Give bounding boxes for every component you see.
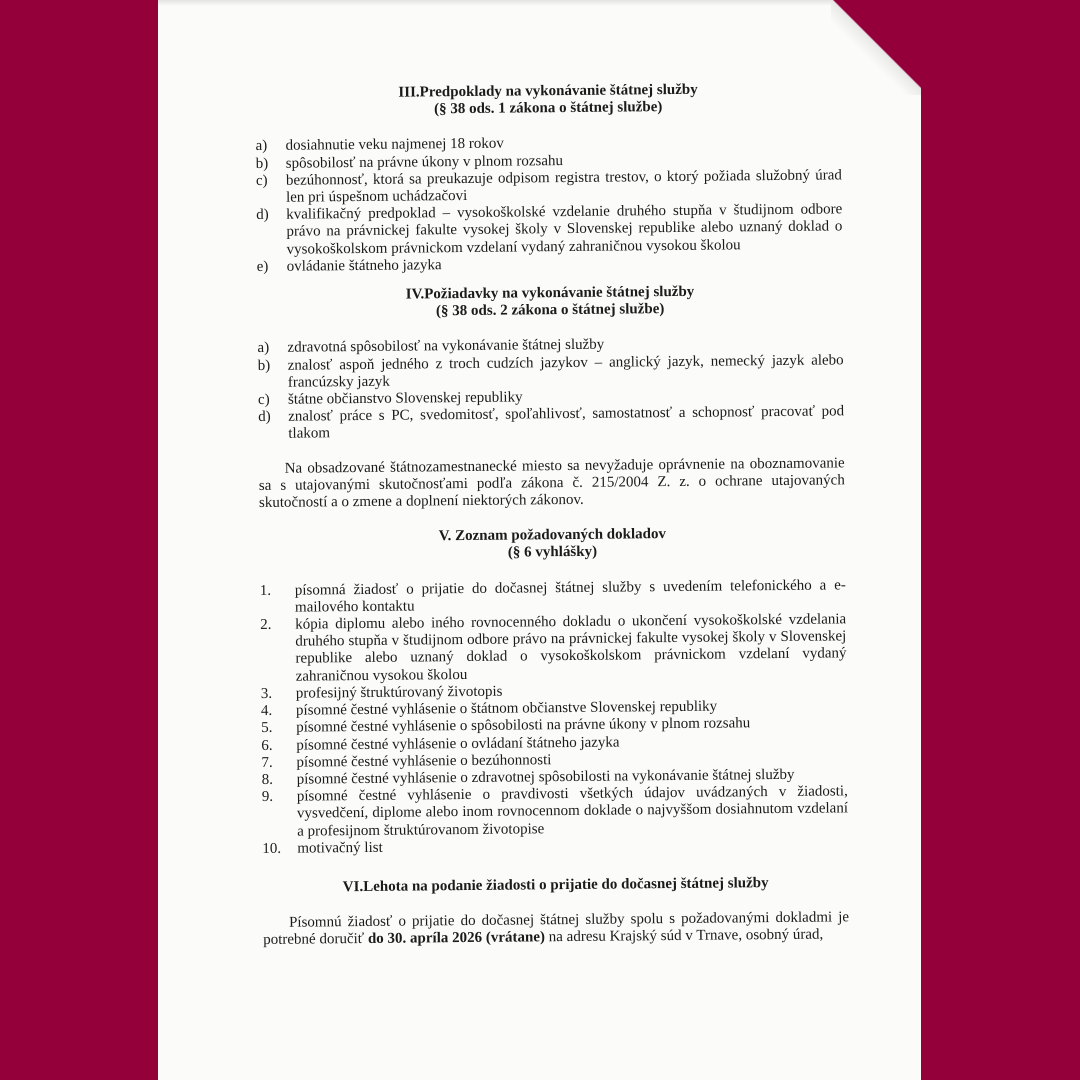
- section-5-subtitle: (§ 6 vyhlášky): [507, 544, 598, 562]
- list-marker: d): [256, 207, 269, 224]
- section-4-subtitle: (§ 38 ods. 2 zákona o štátnej službe): [435, 301, 665, 320]
- list-marker: c): [255, 172, 268, 189]
- list-item-text: zdravotná spôsobilosť na vykonávanie štátnej služby: [287, 337, 605, 357]
- list-item-text: písomné čestné vyhlásenie o zdravotnej spôsobilosti na vykonávanie štátnej služby: [296, 766, 795, 788]
- list-marker: 9.: [261, 788, 274, 806]
- list-item-text: motivačný list: [297, 839, 383, 857]
- list-marker: c): [257, 391, 270, 409]
- list-item-text: znalosť aspoň jedného z troch cudzích jazykov – anglický jazyk, nemecký jazyk alebo francúzsky jazyk: [287, 352, 844, 391]
- list-marker: 1.: [259, 582, 272, 599]
- list-item: [256, 202, 842, 259]
- list-marker: b): [257, 357, 271, 374]
- deadline-paragraph: [263, 909, 849, 949]
- list-item-text: profesijný štruktúrovaný životopis: [295, 683, 503, 702]
- list-item-text: spôsobilosť na právne úkony v plnom rozsahu: [285, 152, 564, 172]
- section-3-subtitle: (§ 38 ods. 1 zákona o štátnej službe): [433, 99, 663, 118]
- list-item: [260, 611, 847, 685]
- list-item-text: písomné čestné vyhlásenie o ovládaní štátneho jazyka: [296, 734, 620, 754]
- list-item-text: písomná žiadosť o prijatie do dočasnej štátnej služby s uvedením telefonického a e-mailového kontaktu: [294, 577, 846, 616]
- deadline-text-start: Písomnú žiadosť o prijatie do dočasnej štátnej služby spolu s požadovanými dokladmi je potrebné doručiť: [263, 909, 850, 949]
- list-item-text: štátne občianstvo Slovenskej republiky: [287, 389, 523, 408]
- classified-info-note: Na obsadzované štátnozamestnanecké miesto sa nevyžaduje oprávnenie na oboznamovanie sa s utajovanými skutočnosťami podľa zákona č. 215/2004 Z. z. o ochrane utajovaných skutočností a o zmene a doplnení niektorých zákonov.: [258, 455, 845, 512]
- list-item-text: bezúhonnosť, ktorá sa preukazuje odpisom registra trestov, o ktorý požiada služobný úrad len pri úspešnom uchádzačovi: [285, 167, 842, 206]
- document-page: [158, 0, 921, 1080]
- list-item-text: písomné čestné vyhlásenie o spôsobilosti na právne úkony v plnom rozsahu: [296, 715, 751, 736]
- list-item: [258, 404, 844, 444]
- section-4-list: [257, 335, 844, 444]
- list-marker: 10.: [262, 840, 282, 857]
- document-content: [255, 80, 849, 949]
- section-4-heading: [257, 282, 843, 322]
- list-marker: 2.: [260, 616, 272, 634]
- list-item: [260, 577, 846, 617]
- section-5-list: [260, 577, 849, 858]
- list-marker: 6.: [261, 737, 273, 754]
- section-4-title: IV.Požiadavky na vykonávanie štátnej služby: [405, 283, 695, 303]
- section-6-heading: VI.Lehota na podanie žiadosti o prijatie do dočasnej štátnej služby: [342, 875, 769, 896]
- list-marker: 4.: [260, 702, 273, 720]
- list-item-text: písomné čestné vyhlásenie o štátnom občianstve Slovenskej republiky: [295, 698, 718, 719]
- list-marker: a): [255, 138, 268, 155]
- list-item-text: kópia diplomu alebo iného rovnocenného dokladu o ukončení vysokoškolské vzdelania druhého stupňa v študijnom odbore právo na právnickej fakulte vysokej školy v Slovenskej republike alebo uznaný doklad o vysokoškolskom právnickom vzdelaní vydaný zahraničnou vysokou školou: [295, 611, 847, 685]
- list-marker: 8.: [261, 771, 273, 788]
- list-marker: 3.: [260, 685, 273, 702]
- list-marker: d): [258, 409, 271, 426]
- list-item: [258, 352, 844, 392]
- list-marker: 5.: [261, 720, 273, 737]
- list-item: [256, 167, 842, 207]
- list-item-text: písomné čestné vyhlásenie o pravdivosti všetkých údajov uvádzaných v žiadosti, vysvedčení, diplome alebo inom rovnocennom doklade o najvyššom dosiahnutom vzdelaní a profesijnom štruktúrovanom životopise: [296, 783, 849, 840]
- list-item-text: dosiahnutie veku najmenej 18 rokov: [285, 136, 504, 155]
- section-5-title: V. Zoznam požadovaných dokladov: [438, 526, 667, 545]
- section-3-heading: [255, 80, 841, 120]
- list-marker: 7.: [261, 754, 273, 771]
- section-3-title: III.Predpoklady na vykonávanie štátnej služby: [398, 81, 698, 101]
- list-marker: b): [255, 155, 269, 172]
- deadline-text-end: na adresu Krajský súd v Trnave, osobný úrad,: [544, 926, 824, 946]
- list-marker: e): [256, 258, 269, 275]
- list-item-text: ovládanie štátneho jazyka: [286, 257, 442, 275]
- list-marker: a): [257, 340, 270, 357]
- list-item-text: písomné čestné vyhlásenie o bezúhonnosti: [296, 751, 552, 771]
- deadline-date: do 30. apríla 2026 (vrátane): [367, 929, 546, 948]
- section-5-heading: [259, 525, 845, 565]
- list-item-text: kvalifikačný predpoklad – vysokoškolské vzdelanie druhého stupňa v študijnom odbore právo na právnickej fakulte vysokej školy v Slovenskej republike alebo uznaný doklad o vysokoškolskom právnickom vzdelaní vydaný zahraničnou vysokou školou: [286, 201, 843, 258]
- folded-corner: [831, 0, 921, 95]
- page-top-edge: [158, 0, 921, 6]
- list-item: [262, 783, 848, 840]
- section-3-list: [256, 133, 843, 276]
- list-item-text: znalosť práce s PC, svedomitosť, spoľahlivosť, samostatnosť a schopnosť pracovať pod tlakom: [288, 403, 845, 443]
